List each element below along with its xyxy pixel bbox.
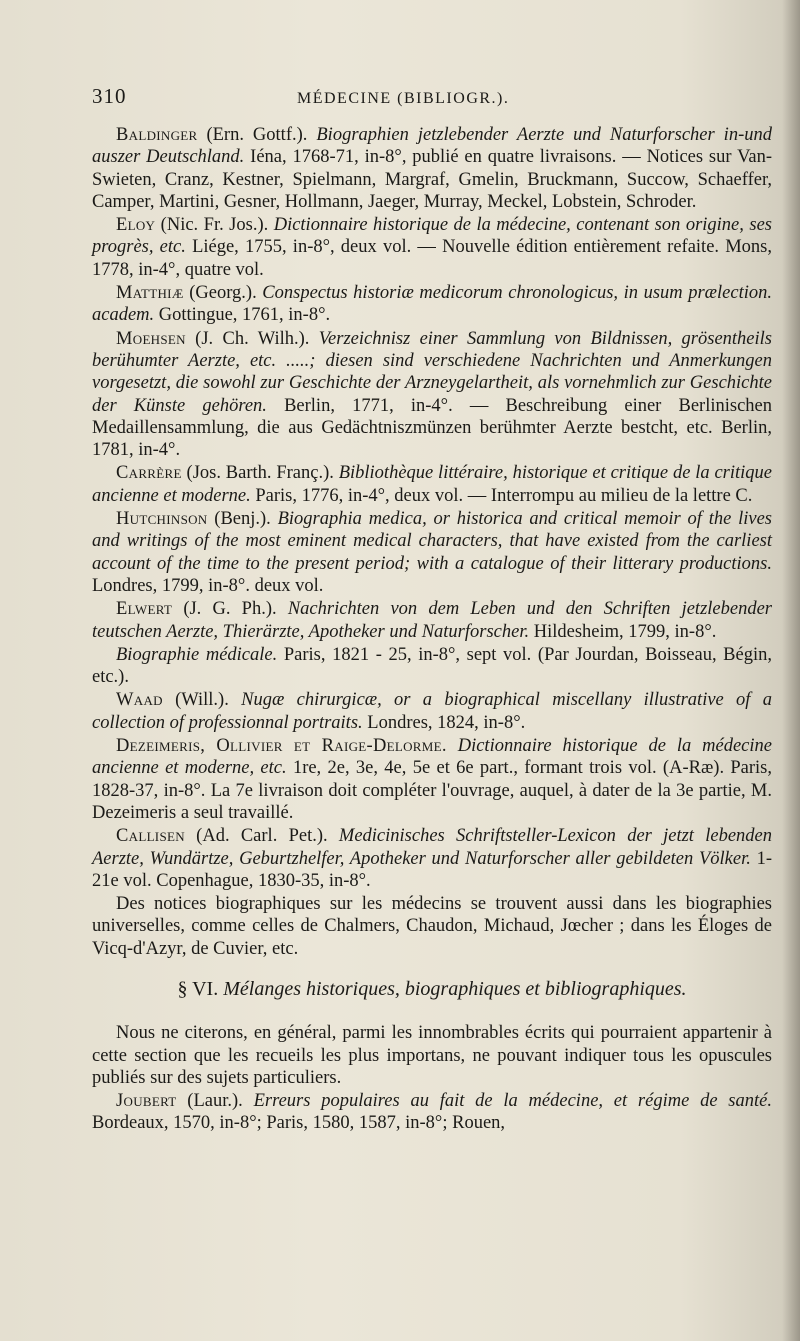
section-number: § VI. <box>177 977 219 1000</box>
entry-name: (Ern. Gottf.). <box>197 125 317 145</box>
entry-name: (Will.). <box>162 690 242 711</box>
bibliography-entry <box>92 282 772 327</box>
entry-name: (J. Ch. Wilh.). <box>185 328 319 349</box>
entry-author: Callisen <box>116 826 185 847</box>
bibliography-entry <box>92 328 772 462</box>
page-gutter-shadow <box>782 0 800 1341</box>
entry-author: Elwert <box>116 599 173 620</box>
entry-name: (Jos. Barth. Franç.). <box>181 463 339 484</box>
bibliography-entry <box>92 689 772 734</box>
bibliography-entry <box>92 214 772 281</box>
bibliography-entry <box>92 462 772 507</box>
bibliography-entry <box>92 598 772 643</box>
entry-author: Joubert <box>116 1091 177 1112</box>
entry-title: Conspectus historiæ medicorum chronologicus, in usum prælection. academ. <box>92 283 772 326</box>
bibliography-entry <box>92 735 772 824</box>
entry-author: Matthiæ <box>116 283 184 304</box>
bibliography-entry <box>92 1090 772 1135</box>
bibliography-entry <box>92 124 772 213</box>
intro-paragraph: Nous ne citerons, en général, parmi les innombrables écrits qui pourraient appartenir à cette section que les recueils les plus importans, ne pouvant indiquer tous les opuscules publiés sur des sujets particuliers. <box>92 1023 772 1088</box>
entry-details: Paris, 1821 - 25, in-8°, sept vol. (Par Jourdan, Boisseau, Bégin, etc.). <box>92 644 772 688</box>
entry-details: Paris, 1776, in-4°, deux vol. — Interrompu au milieu de la lettre C. <box>250 485 753 506</box>
entry-name: (Nic. Fr. Jos.). <box>155 215 274 236</box>
entry-title: Dictionnaire historique de la médecine, contenant son origine, ses progrès, etc. <box>92 215 772 258</box>
entry-title: Bibliothèque littéraire, historique et critique de la critique ancienne et moderne. <box>92 463 772 506</box>
entry-details: 1re, 2e, 3e, 4e, 5e et 6e part., formant trois vol. (A-Ræ). Paris, 1828-37, in-8°. La 7e livraison doit compléter l'ouvrage, auquel, à dater de la 3e partie, M. Dezeimeris a seul travaillé. <box>92 758 773 823</box>
entry-name: (J. G. Ph.). <box>172 599 288 620</box>
entry-name: (Laur.). <box>176 1091 254 1112</box>
entry-title: Biographien jetzlebender Aerzte und Naturforscher in-und auszer Deutschland. <box>92 125 772 168</box>
entry-author: Eloy <box>116 215 156 236</box>
entry-name: (Benj.). <box>207 509 278 530</box>
entry-details: Iéna, 1768-71, in-8°, publié en quatre livraisons. — Notices sur Van-Swieten, Cranz, Kestner, Spielmann, Margraf, Gmelin, Bruckmann, Succow, Schaeffer, Camper, Martini, Gesner, Hollmann, Jaeger, Murray, Meckel, Lobstein, Schroder. <box>92 147 772 212</box>
entry-author: Hutchinson <box>116 509 208 530</box>
entry-author: Dezeimeris, Ollivier et Raige-Delorme. <box>116 736 447 757</box>
page-body <box>92 124 772 1135</box>
entry-details: Bordeaux, 1570, in-8°; Paris, 1580, 1587, in-8°; Rouen, <box>92 1113 506 1134</box>
section-heading <box>92 978 772 1000</box>
entry-author: Carrère <box>116 463 182 484</box>
section-title: Mélanges historiques, biographiques et bibliographiques. <box>218 977 687 1000</box>
entry-name: (Georg.). <box>183 283 263 304</box>
entry-details: Gottingue, 1761, in-8°. <box>154 305 331 326</box>
entry-details: 1-21e vol. Copenhague, 1830-35, in-8°. <box>92 848 772 891</box>
entry-title: Dictionnaire historique de la médecine ancienne et moderne, etc. <box>92 736 772 779</box>
page-header <box>92 84 772 114</box>
entry-title: Biographia medica, or historica and critical memoir of the lives and writings of the most eminent medical characters, that have existed from the carliest account of the time to the present period; with a catalogue of their litterary productions. <box>92 509 772 574</box>
entry-name <box>447 736 458 756</box>
entry-details: Berlin, 1771, in-4°. — Beschreibung einer Berlinischen Medaillensammlung, die aus Gedächtniszmünzen berühmter Aerzte bestcht, etc. Berlin, 1781, in-4°. <box>92 395 772 461</box>
entry-title: Medicinisches Schriftsteller-Lexicon der jetzt lebenden Aerzte, Wundärtze, Geburtzhelfer, Apotheker und Naturforscher aller gebildeten Völker. <box>92 826 772 869</box>
entry-title: Biographie médicale. <box>116 644 278 665</box>
entry-author: Moehsen <box>116 328 186 349</box>
entry-details: Londres, 1799, in-8°. deux vol. <box>92 575 324 596</box>
entry-title: Nugæ chirurgicæ, or a biographical miscellany illustrative of a collection of professionnal portraits. <box>92 690 772 733</box>
entry-title: Nachrichten von dem Leben und den Schriften jetzlebender teutschen Aerzte, Thierärzte, Apotheker und Naturforscher. <box>92 599 772 642</box>
note-paragraph: Des notices biographiques sur les médecins se trouvent aussi dans les biographies universelles, comme celles de Chalmers, Chaudon, Michaud, Jœcher ; dans les Éloges de Vicq-d'Azyr, de Cuvier, etc. <box>92 894 772 959</box>
entry-author: Waad <box>116 690 163 711</box>
entry-details: Hildesheim, 1799, in-8°. <box>529 621 717 642</box>
running-title: MÉDECINE (BIBLIOGR.). <box>297 90 510 107</box>
entry-details: Londres, 1824, in-8°. <box>362 712 526 733</box>
entry-author: Baldinger <box>116 125 198 145</box>
bibliography-entry <box>92 644 772 689</box>
bibliography-entry <box>92 825 772 892</box>
entry-name: (Ad. Carl. Pet.). <box>184 826 339 847</box>
bibliography-entry <box>92 508 772 597</box>
entry-title: Erreurs populaires au fait de la médecine, et régime de santé. <box>253 1091 772 1112</box>
page-number: 310 <box>92 84 127 108</box>
entry-title: Verzeichnisz einer Sammlung von Bildnissen, grösentheils berühumter Aerzte, etc. .....; diesen sind verschiedene Nachrichten und Anmerkungen vorgesetzt, die sowohl zur Geschichte der Arzneygelartheit, als vornehmlich zur Geschichte der Künste gehören. <box>92 328 772 416</box>
entry-details: Liége, 1755, in-8°, deux vol. — Nouvelle édition entièrement refaite. Mons, 1778, in-4°, quatre vol. <box>92 237 772 280</box>
